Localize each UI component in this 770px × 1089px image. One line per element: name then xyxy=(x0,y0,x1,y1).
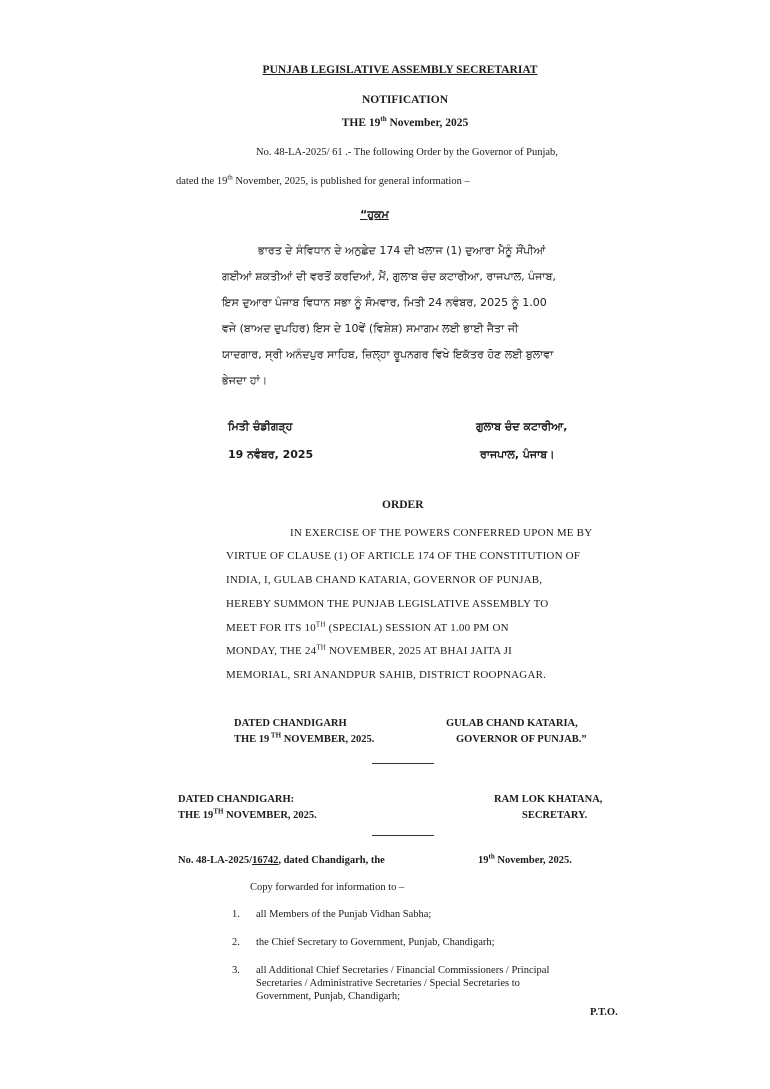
punjabi-line: ਗਈਆਂ ਸ਼ਕਤੀਆਂ ਦੀ ਵਰਤੋਂ ਕਰਦਿਆਂ, ਮੈਂ, ਗੁਲਾਬ ਚੰਦ ਕਟਾਰੀਆ, ਰਾਜਪਾਲ, ਪੰਜਾਬ, xyxy=(222,270,556,283)
list-item: Government, Punjab, Chandigarh; xyxy=(256,991,401,1002)
order-line: MEMORIAL, SRI ANANDPUR SAHIB, DISTRICT ROOPNAGAR. xyxy=(226,669,547,681)
list-item: all Additional Chief Secretaries / Financial Commissioners / Principal xyxy=(256,965,550,976)
secretary-dated-place: DATED CHANDIGARH: xyxy=(178,794,295,805)
order-line: HEREBY SUMMON THE PUNJAB LEGISLATIVE ASSEMBLY TO xyxy=(226,598,549,610)
punjabi-date: 19 ਨਵੰਬਰ, 2025 xyxy=(228,448,314,461)
punjabi-line: ਭਾਰਤ ਦੇ ਸੰਵਿਧਾਨ ਦੇ ਅਨੁਛੇਦ 174 ਦੀ ਖਲਾਜ (1) ਦੁਆਰਾ ਮੈਨੂੰ ਸੌਂਪੀਆਂ xyxy=(258,244,546,257)
governor-name: GULAB CHAND KATARIA, xyxy=(446,718,578,729)
order-dated-place: DATED CHANDIGARH xyxy=(234,718,347,729)
office-heading: PUNJAB LEGISLATIVE ASSEMBLY SECRETARIAT xyxy=(262,64,538,76)
order-heading: ORDER xyxy=(382,499,424,511)
punjabi-line: ਵਜੇ (ਬਾਅਦ ਦੁਪਹਿਰ) ਇਸ ਦੇ 10ਵੇਂ (ਵਿਸ਼ੇਸ਼) ਸਮਾਗਮ ਲਈ ਭਾਈ ਜੈਤਾ ਜੀ xyxy=(222,322,519,335)
punjabi-signatory-name: ਗੁਲਾਬ ਚੰਦ ਕਟਾਰੀਆ, xyxy=(476,420,568,433)
secretary-name: RAM LOK KHATANA, xyxy=(494,794,603,805)
list-item: all Members of the Punjab Vidhan Sabha; xyxy=(256,909,432,920)
punjabi-signatory-title: ਰਾਜਪਾਲ, ਪੰਜਾਬ। xyxy=(480,448,555,461)
list-item: the Chief Secretary to Government, Punjab, Chandigarh; xyxy=(256,937,495,948)
endorsement-date: 19th November, 2025. xyxy=(478,852,572,866)
punjabi-line: ਭੇਜਦਾ ਹਾਂ। xyxy=(222,374,268,387)
notification-date: THE 19th November, 2025 xyxy=(341,115,469,129)
pto-label: P.T.O. xyxy=(590,1007,618,1018)
order-line: MONDAY, THE 24TH NOVEMBER, 2025 AT BHAI JAITA JI xyxy=(226,643,512,657)
list-item-number: 2. xyxy=(232,937,240,948)
list-item: Secretaries / Administrative Secretaries / Special Secretaries to xyxy=(256,978,520,989)
intro-line-1: No. 48-LA-2025/ 61 .- The following Order by the Governor of Punjab, xyxy=(256,147,558,158)
endorsement-number: No. 48-LA-2025/16742, dated Chandigarh, the xyxy=(178,855,385,866)
intro-line-2: dated the 19th November, 2025, is published for general information – xyxy=(176,173,470,187)
punjabi-place: ਮਿਤੀ ਚੰਡੀਗੜ੍ਹ xyxy=(228,420,293,433)
order-line: INDIA, I, GULAB CHAND KATARIA, GOVERNOR OF PUNJAB, xyxy=(226,574,543,586)
list-item-number: 1. xyxy=(232,909,240,920)
punjabi-heading: “ਹੁਕਮ xyxy=(360,208,389,221)
punjabi-line: ਯਾਦਗਾਰ, ਸ੍ਰੀ ਅਨੰਦਪੁਰ ਸਾਹਿਬ, ਜ਼ਿਲ੍ਹਾ ਰੂਪਨਗਰ ਵਿਖੇ ਇਕੱਤਰ ਹੋਣ ਲਈ ਬੁਲਾਵਾ xyxy=(222,348,554,361)
order-line: MEET FOR ITS 10TH (SPECIAL) SESSION AT 1.00 PM ON xyxy=(226,620,509,634)
copy-forwarded-line: Copy forwarded for information to – xyxy=(250,882,405,893)
punjabi-line: ਇਸ ਦੁਆਰਾ ਪੰਜਾਬ ਵਿਧਾਨ ਸਭਾ ਨੂੰ ਸੋਮਵਾਰ, ਮਿਤੀ 24 ਨਵੰਬਰ, 2025 ਨੂੰ 1.00 xyxy=(222,296,547,309)
secretary-dated-date: THE 19TH NOVEMBER, 2025. xyxy=(178,807,317,821)
list-item-number: 3. xyxy=(232,965,240,976)
notification-heading: NOTIFICATION xyxy=(361,94,449,106)
order-dated-date: THE 19 $^{TH}$ NOVEMBER, 2025. xyxy=(234,731,375,745)
divider xyxy=(372,763,434,764)
secretary-title: SECRETARY. xyxy=(522,810,588,821)
order-line: IN EXERCISE OF THE POWERS CONFERRED UPON ME BY xyxy=(290,527,593,539)
divider xyxy=(372,835,434,836)
order-line: VIRTUE OF CLAUSE (1) OF ARTICLE 174 OF THE CONSTITUTION OF xyxy=(226,550,581,562)
governor-title: GOVERNOR OF PUNJAB.” xyxy=(456,734,587,745)
